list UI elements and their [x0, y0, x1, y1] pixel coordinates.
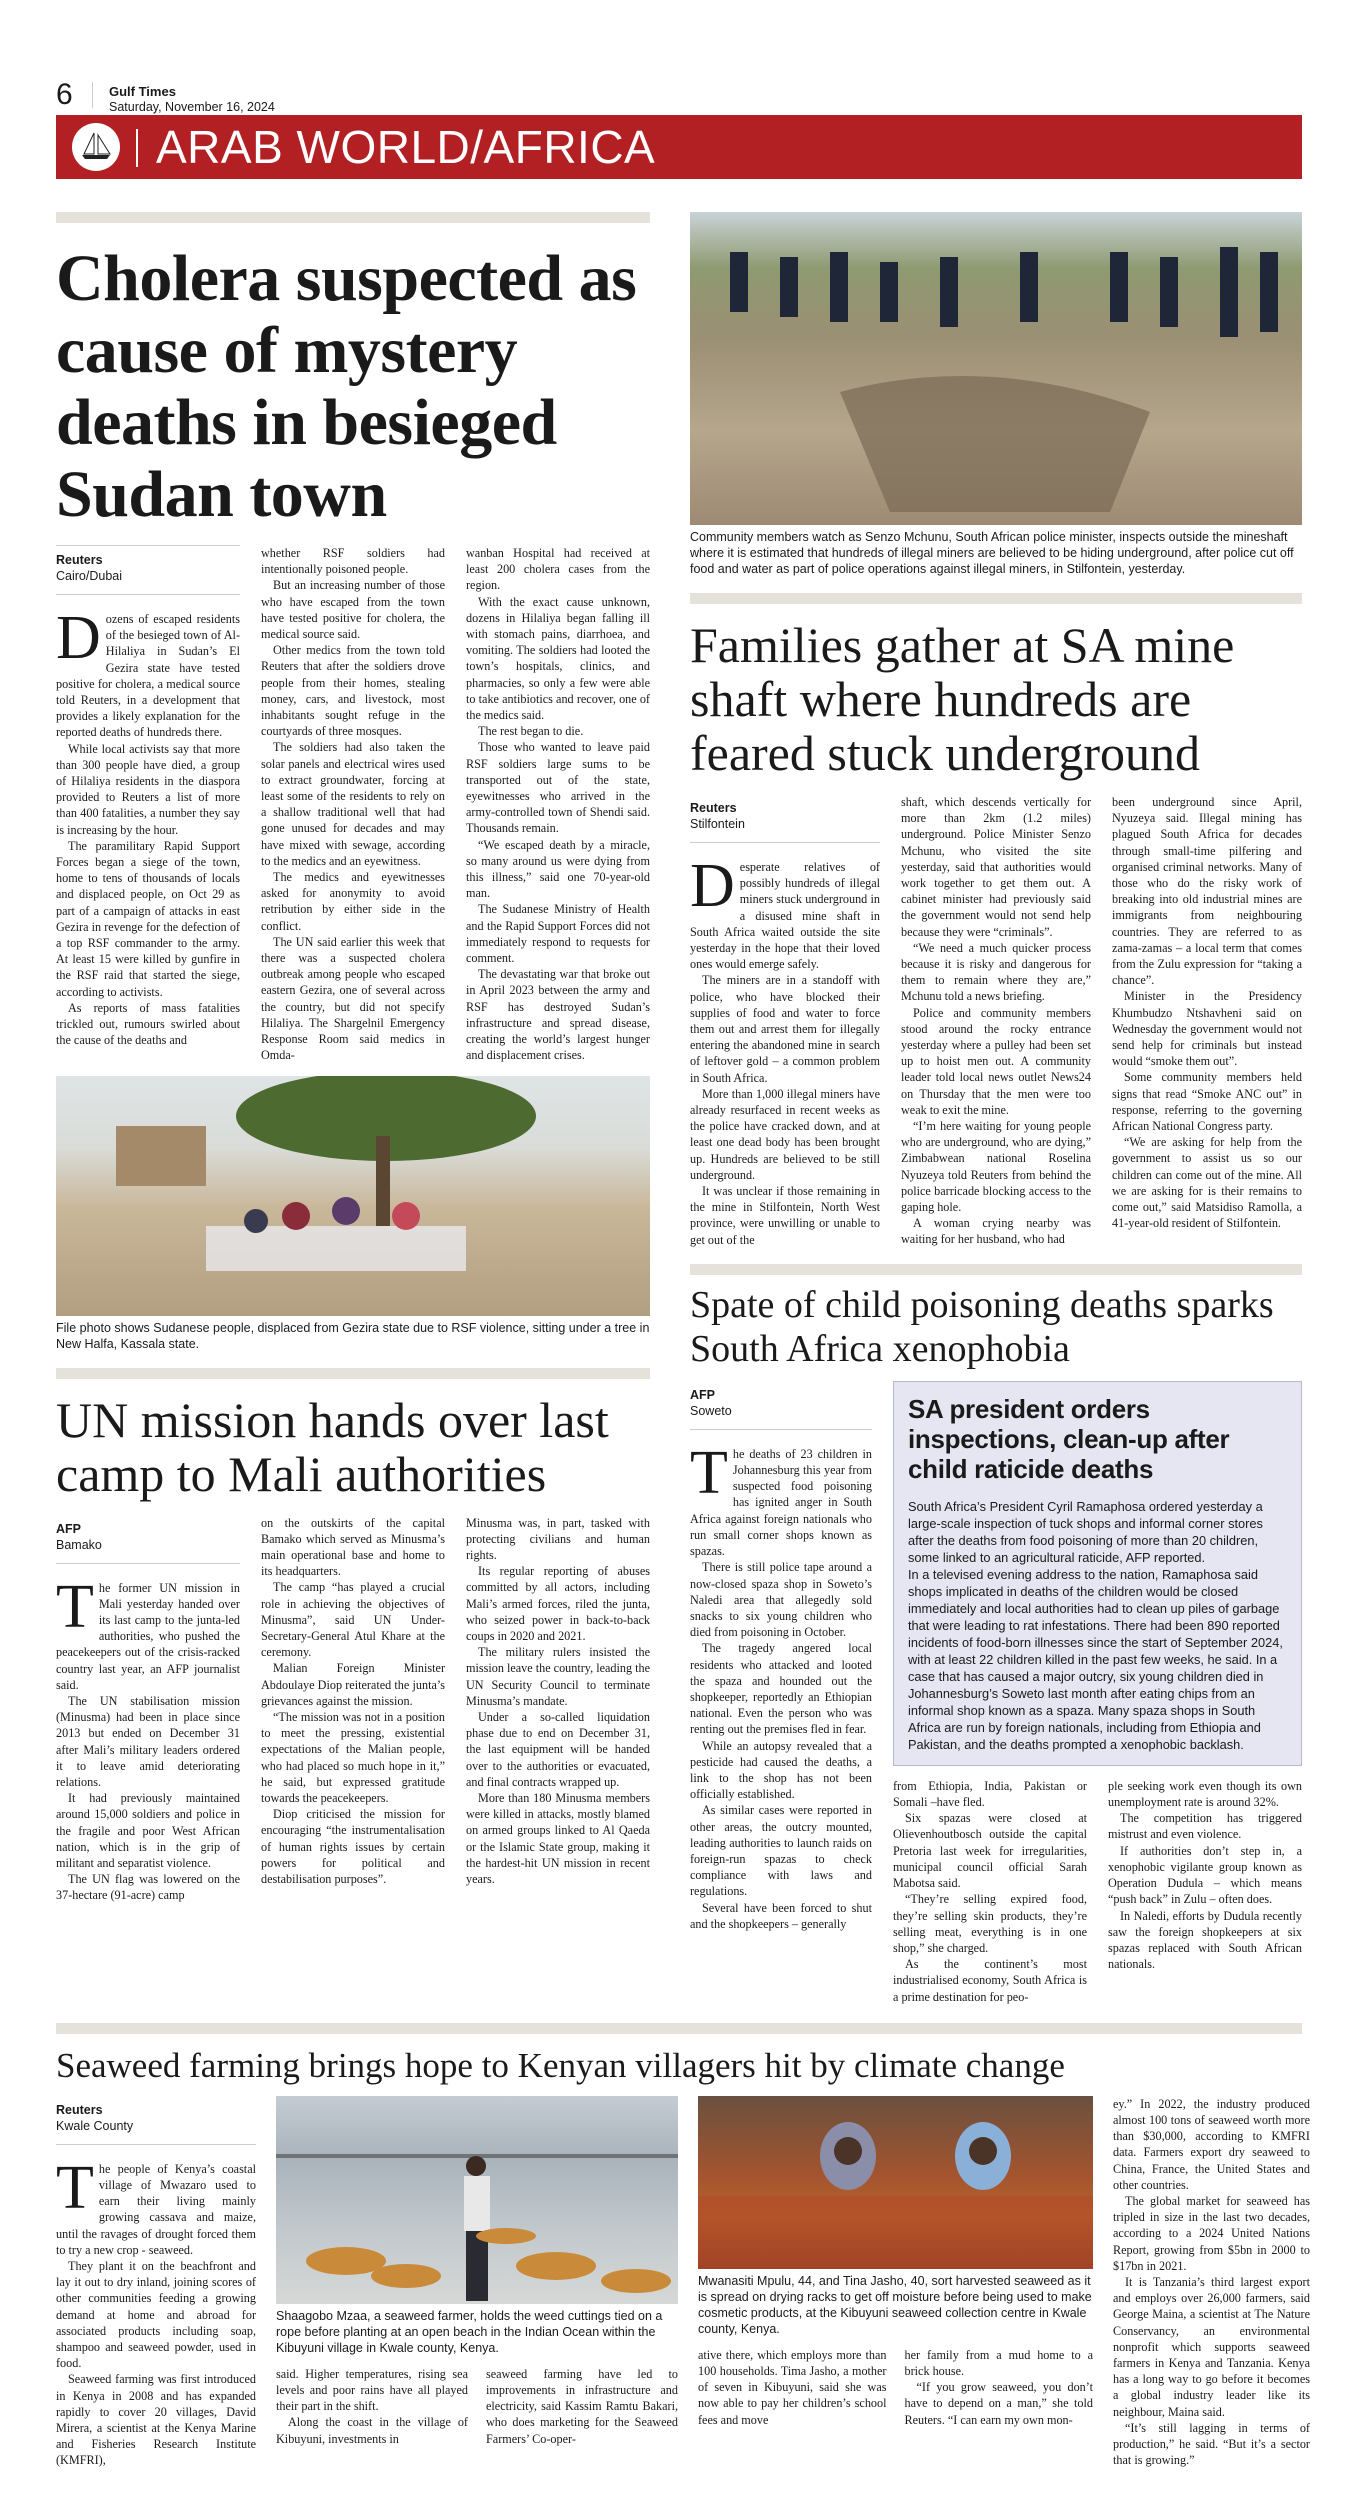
page-number: 6 [56, 78, 73, 111]
article-column [56, 2096, 256, 2469]
paragraph: The medics and eyewitnesses asked for anonymity to avoid retribution by either side in the conflict. [261, 870, 445, 933]
article-column [1113, 2096, 1310, 2469]
seaweed-photo1-block [276, 2096, 678, 2447]
article-mali [56, 1515, 650, 1904]
paragraph: The camp “has played a crucial role in achieving the objectives of Minusma”, said UN Under-Secretary-General Atul Khare at the ceremony. [261, 1580, 445, 1660]
agency: Reuters [56, 2102, 103, 2117]
column-text [56, 2153, 256, 2469]
paragraph: With the exact cause unknown, dozens in Hilaliya began falling ill with stomach pains, diarrhoea, and vomiting. The soldiers had looted the town’s hospitals, clinics, and pharmacies, so only a few were able to take antibiotics and recover, one of the medics said. [466, 594, 650, 723]
paragraph: The Sudanese Ministry of Health and the Rapid Support Forces did not immediately respond to requests for comment. [466, 902, 650, 966]
byline [56, 545, 240, 595]
agency: Reuters [56, 553, 103, 567]
agency: AFP [690, 1387, 715, 1402]
headline-mali: UN mission hands over last camp to Mali authorities [56, 1391, 609, 1502]
paragraph: ple seeking work even though its own unemployment rate is around 32%. [1108, 1778, 1302, 1810]
article-column [261, 1515, 445, 1888]
paragraph: “The mission was not in a position to meet the pressing, existential expectations of the Malian people, who had placed so much hope in it,” he said, but expressed gratitude towards the peacekeepers. [261, 1709, 445, 1805]
paragraph: Several have been forced to shut and the shopkeepers – generally [690, 1900, 872, 1931]
photo-seaweed-farmer [276, 2096, 678, 2304]
byline [690, 794, 880, 843]
article-poison [690, 1381, 1302, 2005]
paragraph: But an increasing number of those who have escaped from the town have tested positive for cholera, the medical source said. [261, 578, 445, 642]
dateline: Bamako [56, 1537, 102, 1552]
article-column [56, 545, 240, 1048]
paragraph: If authorities don’t step in, a xenophobic vigilante group known as Operation Dudula – which means “push back” in Zulu – often does. [1108, 1843, 1302, 1907]
article-column [276, 2366, 468, 2447]
paragraph: The rest began to die. [478, 724, 584, 739]
drop-cap: D [56, 604, 101, 672]
paragraph: While local activists say that more than 300 people have died, a group of Hilaliya residents in the diaspora provided to Reuters a list of more than 400 fatalities, a number they say is increasing by the hour. [56, 741, 240, 837]
paragraph: More than 1,000 illegal miners have already resurfaced in recent weeks as the police have cracked down, and at least one dead body has been brought up. Hundreds are believed to be still underground. [690, 1086, 880, 1182]
paragraph: Seaweed farming was first introduced in Kenya in 2008 and has expanded rapidly to cover 20 villages, David Mirera, a scientist at the Kenya Marine and Fisheries Research Institute (KMFRI), [56, 2372, 256, 2468]
paragraph: The tragedy angered local residents who attacked and looted the spaza and hounded out the shopkeeper, reportedly an Ethiopian national. Even the person who was renting out the premises fled in fear. [690, 1641, 872, 1737]
article-mine [690, 794, 1302, 1248]
column-text [690, 852, 880, 1248]
paragraph: The paramilitary Rapid Support Forces began a siege of the town, home to tens of thousands of locals and displaced people, on Oct 29 as part of a campaign of attacks in east Gezira in revenge for the defection of a top RSF commander to the army. At least 15 were killed by gunfire in the RSF raid that started the siege, according to activists. [56, 838, 240, 999]
paragraph: As the continent’s most industrialised economy, South Africa is a prime destination for peo- [893, 1957, 1087, 2004]
paragraph: her family from a mud home to a brick house. [904, 2347, 1093, 2378]
article-column [905, 2347, 1094, 2428]
paragraph: “We escaped death by a miracle, so many around us were dying from this illness,” said one 70-year-old man. [466, 837, 650, 901]
paragraph: wanban Hospital had received at least 200 cholera cases from the region. [466, 546, 650, 593]
paragraph: In a televised evening address to the nation, Ramaphosa said shops implicated in deaths of the children would be closed immediately and local authorities had to clean up piles of garbage that were leading to rat infestations. There had been 890 reported incidents of food-born illnesses since the start of September 2024, with at least 22 children killed in the past few weeks, he said. In a case that has caused a major outcry, six young children died in Johannesburg’s Soweto last month after eating chips from an informal shop known as a spaza. Many spaza shops in South Africa are run by foreign nationals, including from Ethiopia and Pakistan, and the deaths prompted a xenophobic backlash. [908, 1566, 1283, 1752]
article-sudan [56, 545, 650, 1064]
paragraph: The military rulers insisted the mission leave the country, leading the UN Security Council to terminate Minusma’s mandate. [466, 1645, 651, 1708]
paragraph: been underground since April, Nyuzeya said. Illegal mining has plagued South Africa for decades through small-time pilfering and organised criminal networks. Many of those who do the risky work of breaking into old industrial mines are immigrants from neighbouring countries. They are referred to as zama-zamas – a local term that comes from the Zulu expression for “taking a chance”. [1112, 795, 1302, 988]
paragraph-text: esperate relatives of possibly hundreds of illegal miners stuck underground in a disused mine shaft in South Africa waited outside the site yesterday in the hope that their loved ones would emerge safely. [690, 860, 880, 972]
seaweed-photo2-block [698, 2096, 1093, 2428]
paragraph: Diop criticised the mission for encouraging “the instrumentalisation of human rights issues by certain powers for political and destabilisation purposes”. [261, 1807, 445, 1886]
paragraph: on the outskirts of the capital Bamako which served as Minusma’s main operational base and home to its headquarters. [261, 1515, 445, 1579]
paragraph: The UN flag was lowered on the 37-hectare (91-acre) camp [56, 1872, 240, 1903]
paragraph: seaweed farming have led to improvements in infrastructure and electricity, said Kassim Ramtu Bakari, who does marketing for the Seaweed Farmers’ Co-oper- [486, 2366, 678, 2446]
paragraph: The UN said earlier this week that there was a suspected cholera outbreak among people who escaped eastern Gezira, one of several across the country, but did not specify Hilaliya. The Shargelnil Emergency Response Room said medics in Omda- [261, 934, 445, 1063]
paragraph: The competition has triggered mistrust and even violence. [1108, 1811, 1302, 1842]
photo-displaced-people [56, 1076, 650, 1316]
paragraph: It is Tanzania’s third largest export and employs over 26,000 farmers, said George Maina, a scientist at The Nature Conservancy, an environmental nonprofit which supports seaweed farmers in Kenya and Tanzania. Kenya has a long way to go before it becomes a global industry leader like its neighbour, Maina said. [1113, 2274, 1310, 2419]
paragraph: More than 180 Minusma members were killed in attacks, mostly blamed on armed groups linked to Al Qaeda or the Islamic State group, making it the hardest-hit UN mission in recent years. [466, 1790, 650, 1886]
paragraph: Six spazas were closed at Olievenhoutbosch outside the capital Pretoria last week for irregularities, municipal council official Sarah Mabotsa said. [893, 1811, 1087, 1891]
photo-caption: Mwanasiti Mpulu, 44, and Tina Jasho, 40, sort harvested seaweed as it is spread on drying racks to get off moisture before being used to make cosmetic products, at the Kibuyuni seaweed collection centre in Kwale county, Kenya. [698, 2273, 1092, 2336]
paragraph: “It’s still lagging in terms of production,” he said. “But it’s a sector that is growing.” [1113, 2420, 1310, 2468]
paragraph: South Africa’s President Cyril Ramaphosa ordered yesterday a large-scale inspection of tuck shops and informal corner stores after the deaths from food poisoning of more than 20 children, some linked to an agricultural raticide, AFP reported. [908, 1498, 1263, 1565]
article-column [690, 794, 880, 1248]
poison-right-area [893, 1381, 1302, 2005]
publication-name: Gulf Times [109, 84, 176, 99]
paragraph: Along the coast in the village of Kibuyuni, investments in [276, 2415, 468, 2446]
paragraph: shaft, which descends vertically for more than 2km (1.2 miles) underground. Police Minister Senzo Mchunu, who visited the site yesterday, said that authorities would work together to get them out. A cabinet minister had previously said the government would not send help because they were “criminals”. [901, 795, 1091, 939]
column-text [690, 1438, 872, 1932]
paragraph [690, 852, 880, 972]
paragraph: A woman crying nearby was waiting for her husband, who had [901, 1216, 1091, 1247]
article-column [466, 545, 650, 1064]
paragraph: “We need a much quicker process because it is risky and dangerous for them to remain where they are,” Mchunu told a news briefing. [901, 940, 1091, 1004]
poison-lower-columns [893, 1778, 1302, 2005]
paragraph: While an autopsy revealed that a pesticide had caused the deaths, a link to the shop has not been officially established. [690, 1738, 872, 1802]
photo-sorting-seaweed [698, 2096, 1093, 2269]
article-column [698, 2347, 887, 2428]
paragraph: Minister in the Presidency Khumbudzo Ntshavheni said on Wednesday the government would not send help for criminals but instead would “smoke them out”. [1112, 989, 1302, 1069]
headline-poison: Spate of child poisoning deaths sparks South Africa xenophobia [690, 1283, 1274, 1370]
paragraph: “If you grow seaweed, you don’t have to depend on a man,” she told Reuters. “I can earn my own mon- [904, 2380, 1093, 2427]
paragraph [56, 604, 240, 741]
drop-cap: D [690, 852, 735, 920]
paragraph: said. Higher temperatures, rising sea levels and poor rains have all played their part in the shift. [276, 2366, 468, 2414]
publication-date: Saturday, November 16, 2024 [109, 100, 275, 114]
right-column [690, 212, 1302, 2005]
divider [56, 212, 650, 223]
photo-caption: File photo shows Sudanese people, displaced from Gezira state due to RSF violence, sitting under a tree in New Halfa, Kassala state. [56, 1320, 650, 1351]
divider [690, 1264, 1302, 1275]
paragraph: The global market for seaweed has tripled in size in the last two decades, according to a 2024 United Nations Report, growing from $5bn in 2000 to $17bn in 2021. [1113, 2193, 1310, 2273]
paragraph: As reports of mass fatalities trickled out, rumours swirled about the cause of the deaths and [56, 1000, 240, 1048]
paragraph: Malian Foreign Minister Abdoulaye Diop reiterated the junta’s grievances against the mission. [261, 1661, 445, 1708]
photo-caption: Shaagobo Mzaa, a seaweed farmer, holds the weed cuttings tied on a rope before planting at an open beach in the Indian Ocean within the Kibuyuni village in Kwale county, Kenya. [276, 2308, 663, 2355]
paragraph-text: he people of Kenya’s coastal village of Mwazaro used to earn their living mainly growing cassava and maize, until the ravages of drought forced them to try a new crop - seaweed. [56, 2161, 256, 2257]
paragraph [56, 1572, 240, 1693]
paragraph: “We are asking for help from the government to assist us so our children can come out of the mine. All we are asking for is their remains to come out,” said Matsidiso Ramolla, a 41-year-old resident of Stilfontein. [1112, 1135, 1302, 1231]
article-column [893, 1778, 1087, 2005]
paragraph: There is still police tape around a now-closed spaza shop in Soweto’s Naledi area that allegedly sold snacks to six young children who died from poisoning in October. [690, 1560, 872, 1640]
article-column [1108, 1778, 1302, 1972]
paragraph: It was unclear if those remaining in the mine in Stilfontein, North West province, were unwilling or unable to get out of the [690, 1184, 880, 1247]
article-column [1112, 794, 1302, 1231]
photo-mineshaft [690, 212, 1302, 525]
paragraph: Its regular reporting of abuses committed by all actors, including Mali’s armed forces, riled the junta, who seized power in back-to-back coups in 2020 and 2021. [466, 1564, 650, 1643]
paragraph: Those who wanted to leave paid RSF soldiers large sums to be transported out of the state, eyewitnesses who arrived in the army-controlled town of Shendi said. Thousands remain. [466, 740, 650, 836]
article-column [690, 1381, 872, 1932]
paragraph [56, 2153, 256, 2258]
paragraph: The soldiers had also taken the solar panels and electrical wires used to extract groundwater, forcing at least some of the residents to rely on a shallow traditional well that had gone unused for decades and may have mixed with sewage, according to the medics and an eyewitness. [261, 740, 445, 868]
paragraph: “I’m here waiting for young people who are underground, who are dying,” Zimbabwean national Roselina Nyuzeya told Reuters from behind the police barricade blocking access to the gaping hole. [901, 1119, 1091, 1215]
article-column [56, 1515, 240, 1904]
dateline: Stilfontein [690, 817, 745, 831]
paragraph: Under a so-called liquidation phase due to end on December 31, the last equipment will be handed over to the authorities or evacuated, and final contracts wrapped up. [466, 1709, 650, 1789]
dateline: Soweto [690, 1403, 732, 1418]
drop-cap: T [56, 1572, 94, 1641]
byline [690, 1381, 872, 1430]
paragraph: ative there, which employs more than 100 households. Tima Jasho, a mother of seven in Kibuyuni, said she was now able to pay her children’s school fees and move [698, 2347, 887, 2427]
dateline: Kwale County [56, 2118, 134, 2133]
drop-cap: T [690, 1438, 728, 1507]
dateline: Cairo/Dubai [56, 569, 123, 583]
box-body [908, 1498, 1287, 1753]
article-column [486, 2366, 678, 2447]
paragraph: from Ethiopia, India, Pakistan or Somali –have fled. [893, 1778, 1087, 1810]
agency: Reuters [690, 801, 737, 815]
paragraph: Some community members held signs that read “Smoke ANC out” in response, referring to the governing African National Congress party. [1112, 1070, 1302, 1134]
headline-sudan: Cholera suspected as cause of mystery deaths in besieged Sudan town [56, 242, 637, 531]
paragraph: Police and community members stood around the rocky entrance yesterday where a pulley had been set up to hoist men out. A community leader told local news outlet News24 on Thursday that the men were too weak to exit the mine. [901, 1005, 1091, 1117]
column-text [56, 604, 240, 1048]
paragraph [690, 1438, 872, 1559]
headline-mine: Families gather at SA mine shaft where hundreds are feared stuck underground [690, 617, 1235, 781]
divider [56, 2023, 1302, 2034]
divider [690, 593, 1302, 604]
paragraph: whether RSF soldiers had intentionally poisoned people. [261, 546, 445, 577]
paragraph: The miners are in a standoff with police, who have blocked their supplies of food and water to force them out and arrest them for illegally entering the abandoned mine in search of leftover gold – a common problem in South Africa. [690, 973, 880, 1085]
byline [56, 1515, 240, 1564]
paragraph: The UN stabilisation mission (Minusma) had been in place since 2013 but ended on December 31 after Mali’s military leaders ordered it to leave amid deteriorating relations. [56, 1693, 240, 1789]
paragraph: ey.” In 2022, the industry produced almost 100 tons of seaweed worth more than $30,000, according to KMFRI data. Farmers export dry seaweed to China, France, the United States and other countries. [1113, 2096, 1310, 2192]
sidebar-box [893, 1381, 1302, 1766]
photo-caption: Community members watch as Senzo Mchunu, South African police minister, inspects outside the mineshaft where it is estimated that hundreds of illegal miners are believed to be hiding underground, after police cut off food and water as part of police operations against illegal miners, in Stilfontein, yesterday. [690, 530, 1294, 576]
divider [56, 1368, 650, 1379]
paragraph: The devastating war that broke out in April 2023 between the army and RSF has destroyed Sudan’s infrastructure and spread disease, creating the world’s largest hunger and displacement crises. [466, 967, 650, 1063]
section-title: ARAB WORLD/AFRICA [156, 121, 656, 173]
paragraph-text: he former UN mission in Mali yesterday handed over its last camp to the junta-led authorities, who pushed the peacekeepers out of the crisis-racked country last year, an AFP journalist said. [56, 1580, 240, 1692]
headline-seaweed: Seaweed farming brings hope to Kenyan villagers hit by climate change [56, 2045, 1065, 2085]
drop-cap: T [56, 2153, 94, 2222]
paragraph: They plant it on the beachfront and lay it out to dry inland, joining scores of other communities feeding a growing demand at home and abroad for associated products including soap, shampoo and seaweed powder, used in food. [56, 2258, 256, 2371]
article-column [261, 545, 445, 1064]
article-column [901, 794, 1091, 1248]
agency: AFP [56, 1521, 81, 1536]
paragraph-text: ozens of escaped residents of the besieged town of Al-Hilaliya in Sudan’s El Gezira state have tested positive for cholera, a medical source told Reuters, in a development that provides a likely explanation for the reported deaths of hundreds there. [56, 612, 240, 740]
paragraph: It had previously maintained around 15,000 soldiers and police in the fragile and poor West African nation, which is in the grip of militant and separatist violence. [56, 1791, 240, 1870]
paragraph: Other medics from the town told Reuters that after the soldiers drove people from their homes, stealing money, cars, and livestock, most inhabitants sought refuge in the courtyards of three mosques. [261, 643, 445, 739]
paragraph: Minusma was, in part, tasked with protecting civilians and human rights. [466, 1515, 650, 1562]
left-column [56, 212, 650, 1904]
byline [56, 2096, 256, 2145]
article-seaweed [56, 2023, 1310, 2469]
paragraph-text: he deaths of 23 children in Johannesburg this year from suspected food poisoning has ignited anger in South Africa against foreign nationals who run small corner shops known as spazas. [690, 1446, 872, 1559]
article-column [466, 1515, 650, 1888]
paragraph: In Naledi, efforts by Dudula recently saw the foreign shopkeepers at six spazas replaced with South African nationals. [1108, 1908, 1302, 1972]
box-title: SA president orders inspections, clean-up after child raticide deaths [908, 1393, 1230, 1484]
paragraph: As similar cases were reported in other areas, the outcry mounted, leading authorities to launch raids on foreign-run spazas to check compliance with laws and regulations. [690, 1803, 872, 1899]
column-text [56, 1572, 240, 1904]
paragraph: “They’re selling expired food, they’re selling skin products, they’re selling meat, everything is in one shop,” she charged. [893, 1892, 1087, 1955]
